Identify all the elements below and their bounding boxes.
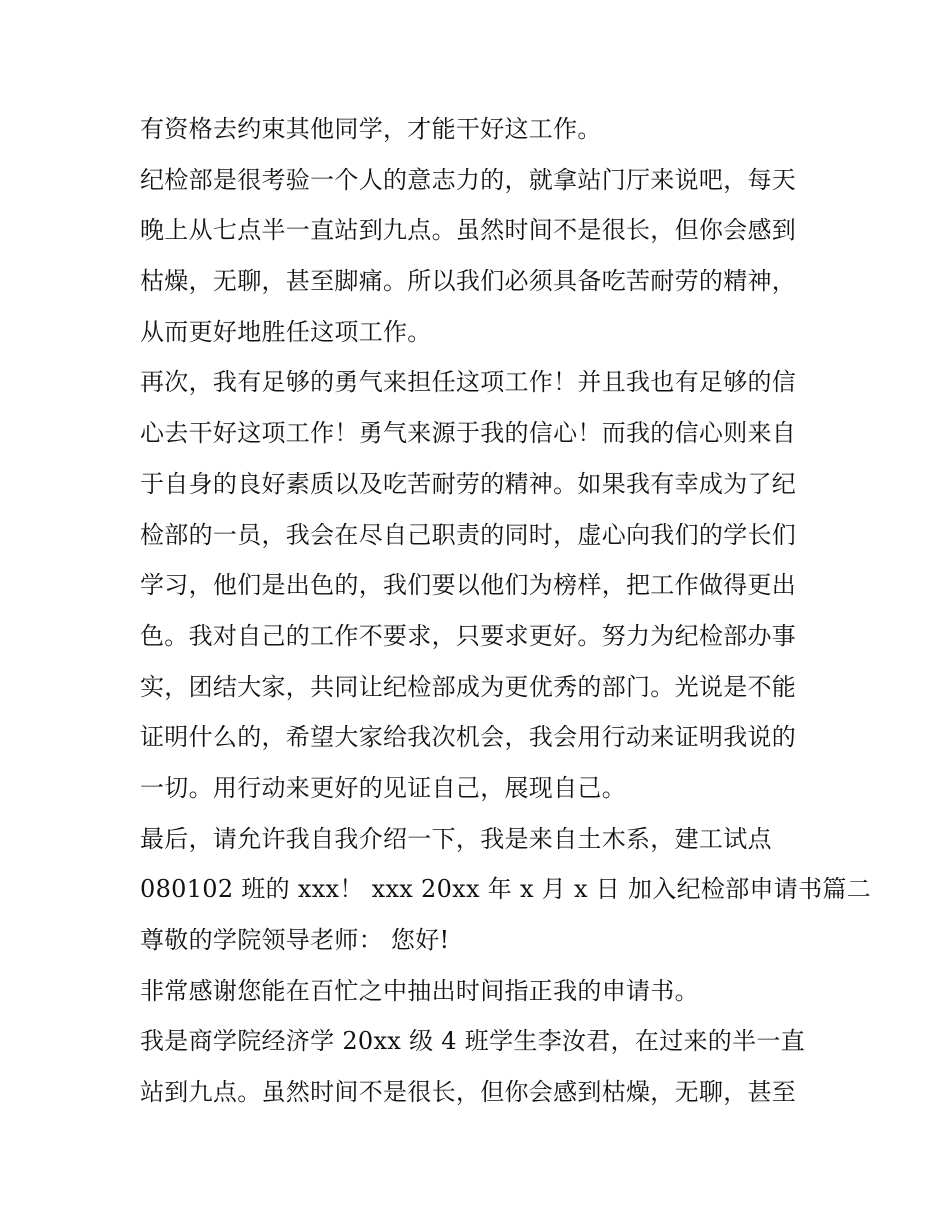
text-line: 尊敬的学院领导老师： 您好!: [140, 926, 450, 954]
text-line: 从而更好地胜任这项工作。: [140, 317, 432, 346]
text-line: 于自身的良好素质以及吃苦耐劳的精神。如果我有幸成为了纪: [140, 469, 797, 498]
text-line: 枯燥，无聊，甚至脚痛。所以我们必须具备吃苦耐劳的精神，: [140, 267, 797, 296]
text-line: 学习，他们是出色的，我们要以他们为榜样，把工作做得更出: [140, 571, 797, 600]
text-line: 晚上从七点半一直站到九点。虽然时间不是很长，但你会感到: [140, 216, 797, 245]
text-line: 站到九点。虽然时间不是很长，但你会感到枯燥，无聊，甚至: [140, 1078, 797, 1107]
text-line: 检部的一员，我会在尽自己职责的同时，虚心向我们的学长们: [140, 520, 797, 549]
text-line: 我是商学院经济学 20xx 级 4 班学生李汝君，在过来的半一直: [140, 1027, 805, 1056]
text-line: 有资格去约束其他同学，才能干好这工作。: [140, 115, 602, 143]
text-line: 非常感谢您能在百忙之中抽出时间指正我的申请书。: [140, 976, 699, 1005]
document-body: [140, 104, 871, 1118]
text-line: 再次，我有足够的勇气来担任这项工作！并且我也有足够的信: [140, 368, 797, 397]
text-line: 080102 班的 xxx！ xxx 20xx 年 x 月 x 日 加入纪检部申请书篇二: [140, 875, 871, 904]
text-line: 色。我对自己的工作不要求，只要求更好。努力为纪检部办事: [140, 621, 797, 650]
text-line: 纪检部是很考验一个人的意志力的，就拿站门厅来说吧，每天: [140, 165, 797, 194]
text-line: 实，团结大家，共同让纪检部成为更优秀的部门。光说是不能: [140, 672, 797, 701]
text-line: 心去干好这项工作！勇气来源于我的信心！而我的信心则来自: [140, 419, 797, 448]
text-line: 最后，请允许我自我介绍一下，我是来自土木系，建工试点: [140, 824, 772, 853]
text-line: 一切。用行动来更好的见证自己，展现自己。: [140, 773, 626, 802]
text-line: 证明什么的，希望大家给我次机会，我会用行动来证明我说的: [140, 723, 797, 752]
